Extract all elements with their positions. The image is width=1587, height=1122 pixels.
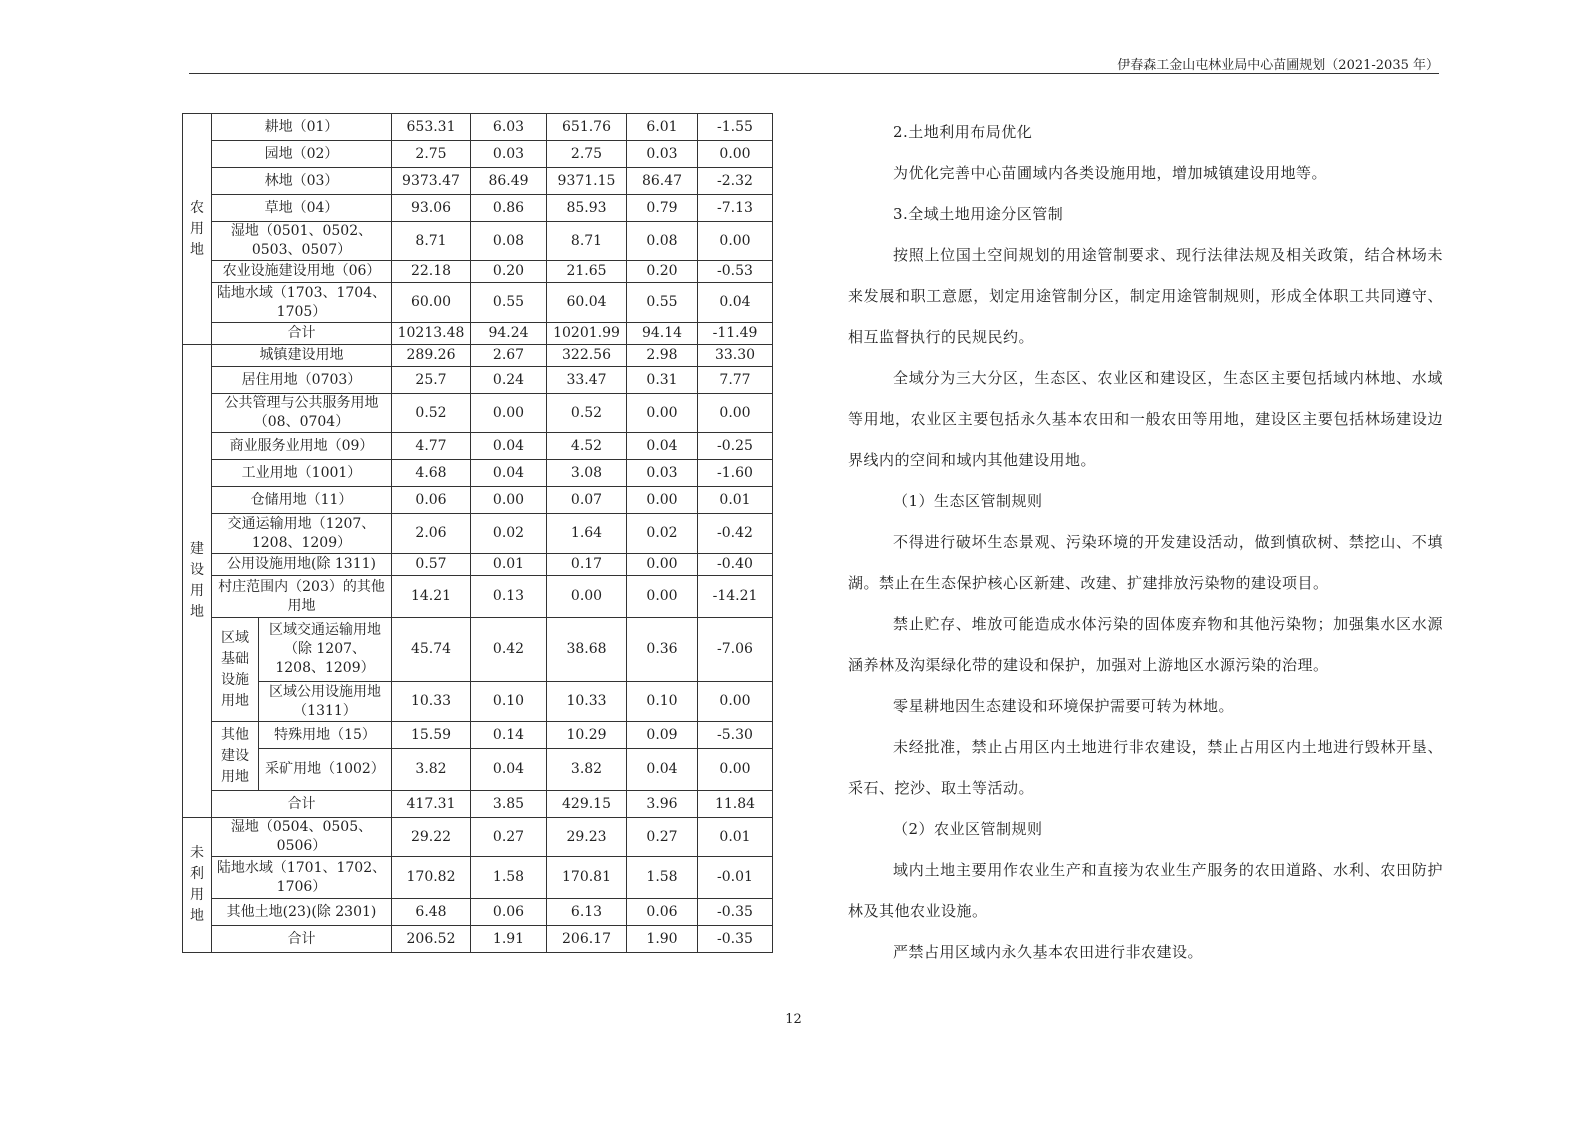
land-type-name: 城镇建设用地 — [212, 345, 392, 367]
table-row — [183, 926, 773, 953]
value-v1: 170.82 — [392, 857, 471, 899]
value-p2: 0.04 — [627, 433, 698, 460]
table-row — [183, 487, 773, 514]
subgroup-label — [212, 618, 259, 722]
value-p2: 0.06 — [627, 899, 698, 926]
land-type-name: 湿地（0501、0502、0503、0507） — [212, 222, 392, 261]
value-d: 7.77 — [698, 367, 773, 394]
land-use-table — [182, 113, 773, 953]
table-row — [183, 323, 773, 345]
land-type-name: 合计 — [212, 791, 392, 818]
value-p1: 6.03 — [471, 114, 547, 141]
value-p2: 1.90 — [627, 926, 698, 953]
value-v2: 33.47 — [547, 367, 627, 394]
value-d: 0.00 — [698, 222, 773, 261]
value-p1: 0.04 — [471, 749, 547, 791]
value-v1: 417.31 — [392, 791, 471, 818]
value-v1: 4.77 — [392, 433, 471, 460]
value-v2: 0.07 — [547, 487, 627, 514]
value-d: -0.53 — [698, 261, 773, 283]
value-p1: 0.42 — [471, 618, 547, 682]
value-p1: 0.86 — [471, 195, 547, 222]
value-p2: 2.98 — [627, 345, 698, 367]
table-row — [183, 899, 773, 926]
value-p1: 0.20 — [471, 261, 547, 283]
value-p2: 0.00 — [627, 487, 698, 514]
value-v1: 10.33 — [392, 682, 471, 722]
value-v2: 3.08 — [547, 460, 627, 487]
value-v1: 3.82 — [392, 749, 471, 791]
land-type-name: 居住用地（0703） — [212, 367, 392, 394]
value-d: -7.13 — [698, 195, 773, 222]
table-row — [183, 345, 773, 367]
land-type-name: 农业设施建设用地（06） — [212, 261, 392, 283]
value-v2: 322.56 — [547, 345, 627, 367]
value-v2: 85.93 — [547, 195, 627, 222]
table-row — [183, 168, 773, 195]
body-text — [848, 112, 1443, 973]
value-d: 0.00 — [698, 394, 773, 433]
value-p2: 0.31 — [627, 367, 698, 394]
value-v1: 2.06 — [392, 514, 471, 554]
value-v2: 9371.15 — [547, 168, 627, 195]
subgroup-text: 其他建设用地 — [221, 726, 249, 785]
value-v1: 60.00 — [392, 283, 471, 323]
land-type-name: 湿地（0504、0505、0506） — [212, 818, 392, 857]
land-type-name: 林地（03） — [212, 168, 392, 195]
value-p2: 3.96 — [627, 791, 698, 818]
value-d: -5.30 — [698, 722, 773, 749]
value-p1: 0.02 — [471, 514, 547, 554]
section-heading: （2）农业区管制规则 — [893, 820, 1043, 838]
value-p2: 0.09 — [627, 722, 698, 749]
subgroup-text: 区域基础设施用地 — [221, 629, 249, 709]
value-v1: 15.59 — [392, 722, 471, 749]
value-d: -0.25 — [698, 433, 773, 460]
value-p2: 0.08 — [627, 222, 698, 261]
value-v1: 9373.47 — [392, 168, 471, 195]
value-v2: 10.33 — [547, 682, 627, 722]
value-p1: 0.13 — [471, 576, 547, 618]
value-v2: 3.82 — [547, 749, 627, 791]
paragraph: 全域分为三大分区，生态区、农业区和建设区，生态区主要包括域内林地、水域等用地，农业区主要包括永久基本农田和一般农田等用地，建设区主要包括林场建设边界线内的空间和域内其他建设用地。 — [848, 369, 1443, 469]
land-type-name: 陆地水域（1703、1704、1705） — [212, 283, 392, 323]
table-row — [183, 514, 773, 554]
page-number: 12 — [785, 1012, 802, 1027]
value-p2: 0.00 — [627, 554, 698, 576]
land-type-name: 合计 — [212, 926, 392, 953]
land-type-name: 区域公用设施用地（1311） — [259, 682, 392, 722]
value-d: 0.00 — [698, 682, 773, 722]
value-v1: 25.7 — [392, 367, 471, 394]
table-row — [183, 394, 773, 433]
paragraph: 零星耕地因生态建设和环境保护需要可转为林地。 — [893, 697, 1235, 715]
value-v1: 206.52 — [392, 926, 471, 953]
value-p2: 0.00 — [627, 394, 698, 433]
land-type-name: 耕地（01） — [212, 114, 392, 141]
value-d: 11.84 — [698, 791, 773, 818]
paragraph: 按照上位国土空间规划的用途管制要求、现行法律法规及相关政策，结合林场未来发展和职工意愿，划定用途管制分区，制定用途管制规则，形成全体职工共同遵守、相互监督执行的民规民约。 — [848, 246, 1443, 346]
value-p1: 0.00 — [471, 394, 547, 433]
value-v2: 1.64 — [547, 514, 627, 554]
value-d: -7.06 — [698, 618, 773, 682]
value-p2: 1.58 — [627, 857, 698, 899]
paragraph: 域内土地主要用作农业生产和直接为农业生产服务的农田道路、水利、农田防护林及其他农业设施。 — [848, 861, 1443, 920]
category-label — [183, 345, 212, 818]
value-p1: 2.67 — [471, 345, 547, 367]
value-p1: 1.58 — [471, 857, 547, 899]
table-row — [183, 576, 773, 618]
value-d: -1.55 — [698, 114, 773, 141]
paragraph: 严禁占用区域内永久基本农田进行非农建设。 — [893, 943, 1204, 961]
value-p2: 0.03 — [627, 141, 698, 168]
document-header-title: 伊春森工金山屯林业局中心苗圃规划（2021-2035 年） — [1117, 58, 1439, 73]
land-type-name: 交通运输用地（1207、1208、1209） — [212, 514, 392, 554]
category-text: 建设用地 — [190, 541, 204, 620]
paragraph: 未经批准，禁止占用区内土地进行非农建设，禁止占用区内土地进行毁林开垦、采石、挖沙、取土等活动。 — [848, 738, 1443, 797]
value-d: -0.35 — [698, 926, 773, 953]
value-p1: 0.55 — [471, 283, 547, 323]
value-v2: 29.23 — [547, 818, 627, 857]
table-row — [183, 114, 773, 141]
value-v1: 14.21 — [392, 576, 471, 618]
subgroup-label — [212, 722, 259, 791]
land-type-name: 合计 — [212, 323, 392, 345]
value-p1: 0.24 — [471, 367, 547, 394]
value-v1: 45.74 — [392, 618, 471, 682]
value-p1: 0.14 — [471, 722, 547, 749]
value-d: -0.01 — [698, 857, 773, 899]
table-row — [183, 283, 773, 323]
table-row — [183, 722, 773, 749]
table-row — [183, 682, 773, 722]
value-v2: 170.81 — [547, 857, 627, 899]
value-p2: 0.03 — [627, 460, 698, 487]
value-d: -0.35 — [698, 899, 773, 926]
value-p1: 0.03 — [471, 141, 547, 168]
value-v2: 0.52 — [547, 394, 627, 433]
value-v1: 6.48 — [392, 899, 471, 926]
value-p1: 1.91 — [471, 926, 547, 953]
value-v2: 206.17 — [547, 926, 627, 953]
category-text: 未利用地 — [190, 845, 204, 924]
value-v1: 0.52 — [392, 394, 471, 433]
table-row — [183, 433, 773, 460]
value-d: 0.01 — [698, 818, 773, 857]
category-label — [183, 818, 212, 953]
land-type-name: 仓储用地（11） — [212, 487, 392, 514]
land-type-name: 公共管理与公共服务用地（08、0704） — [212, 394, 392, 433]
value-d: -2.32 — [698, 168, 773, 195]
table-row — [183, 222, 773, 261]
land-type-name: 园地（02） — [212, 141, 392, 168]
value-p1: 0.01 — [471, 554, 547, 576]
value-p1: 0.08 — [471, 222, 547, 261]
table-row — [183, 618, 773, 682]
value-p2: 0.36 — [627, 618, 698, 682]
value-v1: 4.68 — [392, 460, 471, 487]
value-p1: 0.04 — [471, 433, 547, 460]
land-type-name: 村庄范围内（203）的其他用地 — [212, 576, 392, 618]
section-heading: （1）生态区管制规则 — [893, 492, 1043, 510]
value-p1: 0.10 — [471, 682, 547, 722]
table-row-total — [183, 791, 773, 818]
value-d: -0.40 — [698, 554, 773, 576]
value-v2: 21.65 — [547, 261, 627, 283]
value-v1: 93.06 — [392, 195, 471, 222]
paragraph: 为优化完善中心苗圃域内各类设施用地，增加城镇建设用地等。 — [893, 164, 1328, 182]
value-v2: 0.17 — [547, 554, 627, 576]
land-type-name: 陆地水域（1701、1702、1706） — [212, 857, 392, 899]
value-p2: 94.14 — [627, 323, 698, 345]
value-p2: 0.00 — [627, 576, 698, 618]
value-v2: 651.76 — [547, 114, 627, 141]
value-v2: 0.00 — [547, 576, 627, 618]
land-type-name: 区域交通运输用地（除 1207、1208、1209） — [259, 618, 392, 682]
value-p2: 0.02 — [627, 514, 698, 554]
table-row — [183, 367, 773, 394]
value-d: 0.04 — [698, 283, 773, 323]
value-v2: 4.52 — [547, 433, 627, 460]
value-p2: 0.27 — [627, 818, 698, 857]
table-row — [183, 857, 773, 899]
table-row — [183, 261, 773, 283]
value-d: -11.49 — [698, 323, 773, 345]
value-p2: 0.10 — [627, 682, 698, 722]
land-type-name: 商业服务业用地（09） — [212, 433, 392, 460]
table-row — [183, 195, 773, 222]
table-row — [183, 749, 773, 791]
table-row — [183, 554, 773, 576]
land-type-name: 工业用地（1001） — [212, 460, 392, 487]
value-v2: 60.04 — [547, 283, 627, 323]
value-v1: 0.06 — [392, 487, 471, 514]
value-p1: 0.27 — [471, 818, 547, 857]
value-v1: 8.71 — [392, 222, 471, 261]
value-p2: 0.04 — [627, 749, 698, 791]
value-v2: 2.75 — [547, 141, 627, 168]
value-p1: 3.85 — [471, 791, 547, 818]
value-p2: 0.20 — [627, 261, 698, 283]
value-v1: 653.31 — [392, 114, 471, 141]
value-v1: 289.26 — [392, 345, 471, 367]
value-v2: 8.71 — [547, 222, 627, 261]
value-p1: 86.49 — [471, 168, 547, 195]
value-v1: 10213.48 — [392, 323, 471, 345]
table-row — [183, 460, 773, 487]
value-d: 0.00 — [698, 141, 773, 168]
value-p2: 6.01 — [627, 114, 698, 141]
category-text: 农用地 — [190, 199, 204, 258]
value-v2: 429.15 — [547, 791, 627, 818]
value-p1: 0.06 — [471, 899, 547, 926]
section-heading: 2.土地利用布局优化 — [893, 123, 1033, 141]
value-d: -14.21 — [698, 576, 773, 618]
table-row — [183, 141, 773, 168]
value-p2: 86.47 — [627, 168, 698, 195]
paragraph: 不得进行破坏生态景观、污染环境的开发建设活动，做到慎砍树、禁挖山、不填湖。禁止在生态保护核心区新建、改建、扩建排放污染物的建设项目。 — [848, 533, 1443, 592]
value-p2: 0.79 — [627, 195, 698, 222]
value-v1: 22.18 — [392, 261, 471, 283]
value-d: -0.42 — [698, 514, 773, 554]
value-p1: 0.04 — [471, 460, 547, 487]
value-d: 33.30 — [698, 345, 773, 367]
value-v1: 29.22 — [392, 818, 471, 857]
land-type-name: 采矿用地（1002） — [259, 749, 392, 791]
value-v1: 0.57 — [392, 554, 471, 576]
value-p1: 94.24 — [471, 323, 547, 345]
paragraph: 禁止贮存、堆放可能造成水体污染的固体废弃物和其他污染物；加强集水区水源涵养林及沟渠绿化带的建设和保护，加强对上游地区水源污染的治理。 — [848, 615, 1443, 674]
value-v2: 10201.99 — [547, 323, 627, 345]
value-p2: 0.55 — [627, 283, 698, 323]
land-type-name: 草地（04） — [212, 195, 392, 222]
land-type-name: 公用设施用地(除 1311) — [212, 554, 392, 576]
value-v2: 6.13 — [547, 899, 627, 926]
value-d: -1.60 — [698, 460, 773, 487]
value-v1: 2.75 — [392, 141, 471, 168]
land-type-name: 其他土地(23)(除 2301) — [212, 899, 392, 926]
table-row — [183, 818, 773, 857]
category-label — [183, 114, 212, 345]
value-d: 0.00 — [698, 749, 773, 791]
land-type-name: 特殊用地（15） — [259, 722, 392, 749]
value-d: 0.01 — [698, 487, 773, 514]
value-v2: 10.29 — [547, 722, 627, 749]
header-rule — [189, 73, 1439, 74]
section-heading: 3.全域土地用途分区管制 — [893, 205, 1064, 223]
value-v2: 38.68 — [547, 618, 627, 682]
value-p1: 0.00 — [471, 487, 547, 514]
